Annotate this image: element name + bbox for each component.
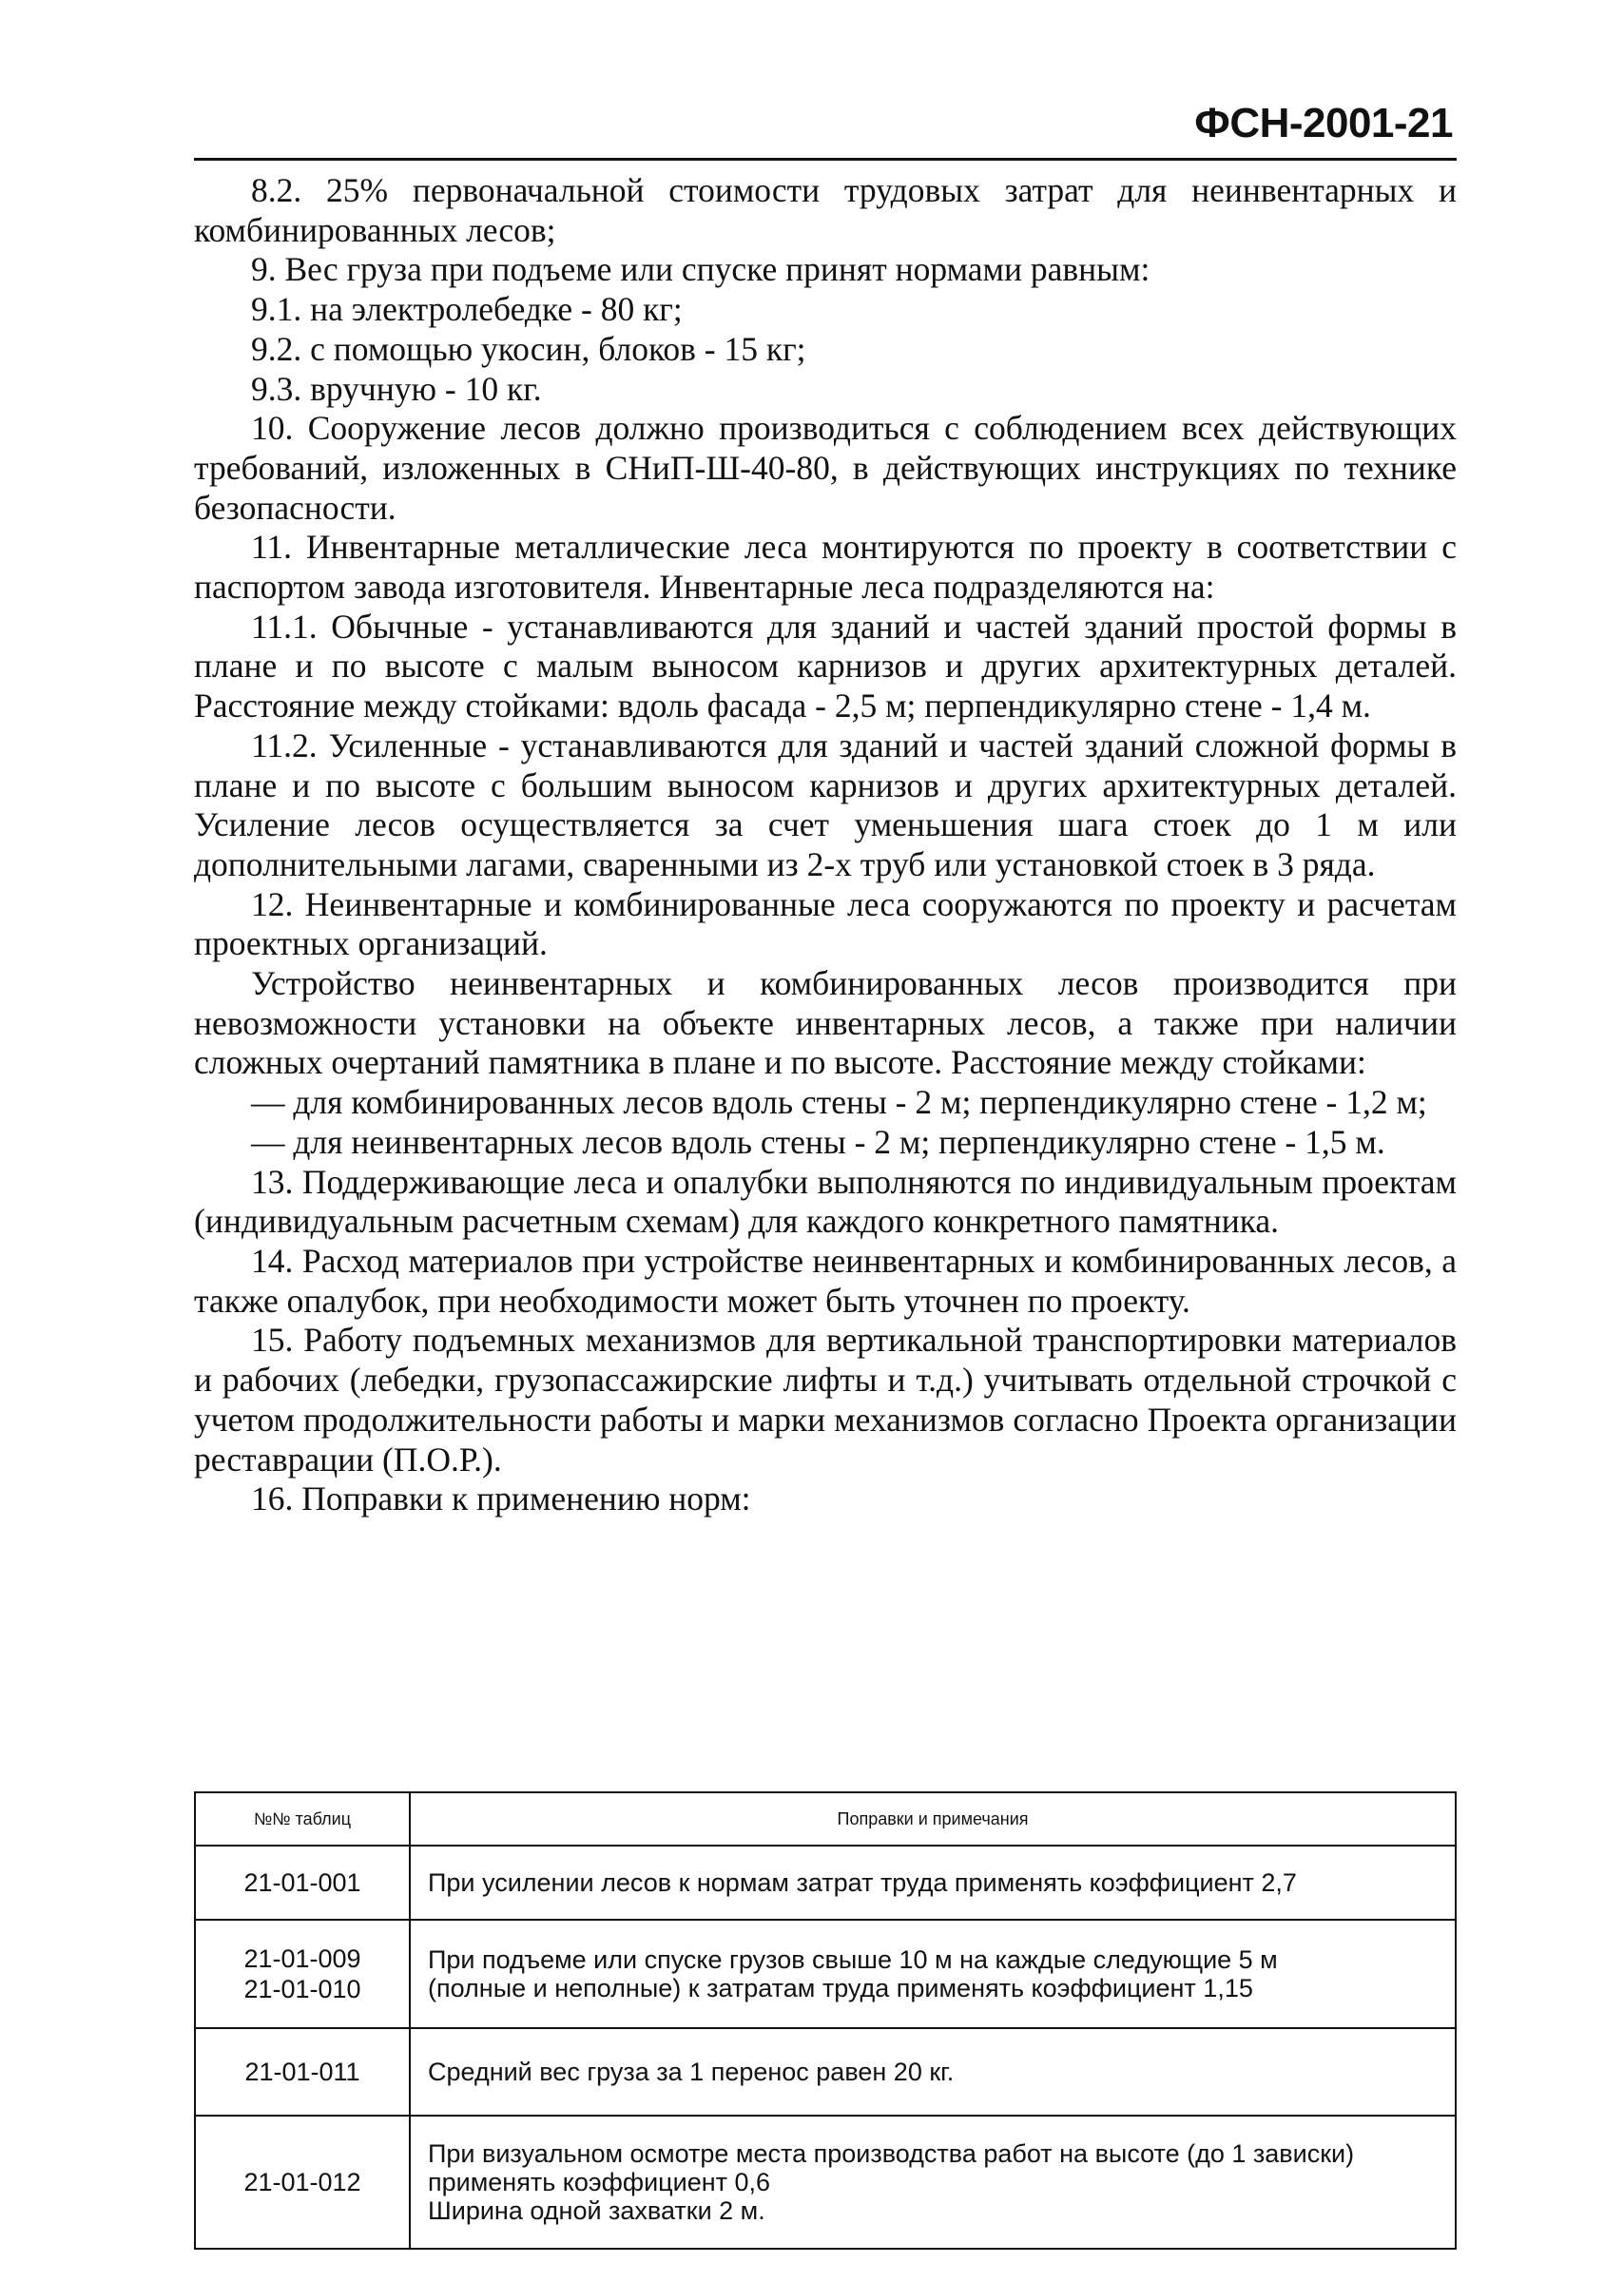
paragraph-dash-noninventory: — для неинвентарных лесов вдоль стены - 2 м; перпендикулярно стене - 1,5 м. <box>251 1122 1385 1161</box>
paragraph-11: 11. Инвентарные металлические леса монтируются по проекту в соответствии с паспортом завода изготовителя. Инвентарные леса подразделяются на: <box>194 528 1457 607</box>
paragraph-9-3: 9.3. вручную - 10 кг. <box>251 369 542 408</box>
table-code: 21-01-001 <box>243 1868 361 1897</box>
table-code-cell <box>195 1846 410 1920</box>
header-divider <box>194 158 1457 161</box>
table-code: 21-01-012 <box>243 2168 361 2196</box>
table-row <box>195 2116 1456 2249</box>
document-body <box>194 171 1457 1519</box>
paragraph-13: 13. Поддерживающие леса и опалубки выполняются по индивидуальным проектам (индивидуальным расчетным схемам) для каждого конкретного памятника. <box>194 1162 1457 1241</box>
paragraph-16: 16. Поправки к применению норм: <box>251 1479 751 1518</box>
paragraph-9-1: 9.1. на электролебедке - 80 кг; <box>251 290 683 329</box>
paragraph-10: 10. Сооружение лесов должно производиться с соблюдением всех действующих требований, изложенных в СНиП-Ш-40-80, в действующих инструкциях по технике безопасности. <box>194 409 1457 527</box>
table-code: 21-01-011 <box>244 2058 360 2086</box>
paragraph-11-1: 11.1. Обычные - устанавливаются для зданий и частей зданий простой формы в плане и по высоте с малым выносом карнизов и других архитектурных деталей. Расстояние между стойками: вдоль фасада - 2,5 м; перпендикулярно стене - 1,4 м. <box>194 607 1457 725</box>
table-header-row <box>195 1792 1456 1846</box>
paragraph-9: 9. Вес груза при подъеме или спуске принят нормами равным: <box>251 250 1150 289</box>
table-note-cell <box>410 2028 1456 2116</box>
table-note-cell <box>410 1920 1456 2028</box>
table-code-cell <box>195 1920 410 2028</box>
paragraph-9-2: 9.2. с помощью укосин, блоков - 15 кг; <box>251 329 806 368</box>
document-code: ФСН-2001-21 <box>1194 100 1453 146</box>
table-note-line: Ширина одной захватки 2 м. <box>428 2196 765 2225</box>
paragraph-12: 12. Неинвентарные и комбинированные леса сооружаются по проекту и расчетам проектных организаций. <box>194 884 1457 963</box>
table-note-cell <box>410 1846 1456 1920</box>
paragraph-8-2: 8.2. 25% первоначальной стоимости трудовых затрат для неинвентарных и комбинированных лесов; <box>194 171 1457 249</box>
table-row <box>195 1846 1456 1920</box>
column-header-notes: Поправки и примечания <box>410 1792 1456 1846</box>
table-code-cell <box>195 2116 410 2249</box>
table-note-line: При подъеме или спуске грузов свыше 10 м на каждые следующие 5 м <box>428 1945 1278 1974</box>
paragraph-15: 15. Работу подъемных механизмов для вертикальной транспортировки материалов и рабочих (лебедки, грузопассажирские лифты и т.д.) учитывать отдельной строчкой с учетом продолжительности работы и марки механизмов согласно Проекта организации реставрации (П.О.Р.). <box>194 1321 1457 1479</box>
table-row <box>195 2028 1456 2116</box>
table-row <box>195 1920 1456 2028</box>
table-note-line: (полные и неполные) к затратам труда применять коэффициент 1,15 <box>428 1974 1253 2002</box>
table-code: 21-01-009 <box>243 1944 361 1973</box>
table-note-line: Средний вес груза за 1 перенос равен 20 кг. <box>428 2058 955 2086</box>
paragraph-12-details: Устройство неинвентарных и комбинированных лесов производится при невозможности установки на объекте инвентарных лесов, а также при наличии сложных очертаний памятника в плане и по высоте. Расстояние между стойками: <box>194 964 1457 1082</box>
paragraph-14: 14. Расход материалов при устройстве неинвентарных и комбинированных лесов, а также опалубок, при необходимости может быть уточнен по проекту. <box>194 1241 1457 1320</box>
table-note-cell <box>410 2116 1456 2249</box>
paragraph-dash-combined: — для комбинированных лесов вдоль стены - 2 м; перпендикулярно стене - 1,2 м; <box>251 1083 1427 1122</box>
table-code: 21-01-010 <box>243 1975 361 2003</box>
corrections-table <box>194 1791 1457 2250</box>
table-note-line: При визуальном осмотре места производства работ на высоте (до 1 зависки) <box>428 2139 1355 2168</box>
table-code-cell <box>195 2028 410 2116</box>
table-note-line: применять коэффициент 0,6 <box>428 2168 771 2196</box>
column-header-table-numbers: №№ таблиц <box>195 1792 410 1846</box>
paragraph-11-2: 11.2. Усиленные - устанавливаются для зданий и частей зданий сложной формы в плане и по высоте с большим выносом карнизов и других архитектурных деталей. Усиление лесов осуществляется за счет уменьшения шага стоек до 1 м или дополнительными лагами, сваренными из 2-х труб или установкой стоек в 3 ряда. <box>194 725 1457 883</box>
corrections-table-wrapper <box>194 1791 1457 2250</box>
table-note-line: При усилении лесов к нормам затрат труда применять коэффициент 2,7 <box>428 1868 1297 1897</box>
